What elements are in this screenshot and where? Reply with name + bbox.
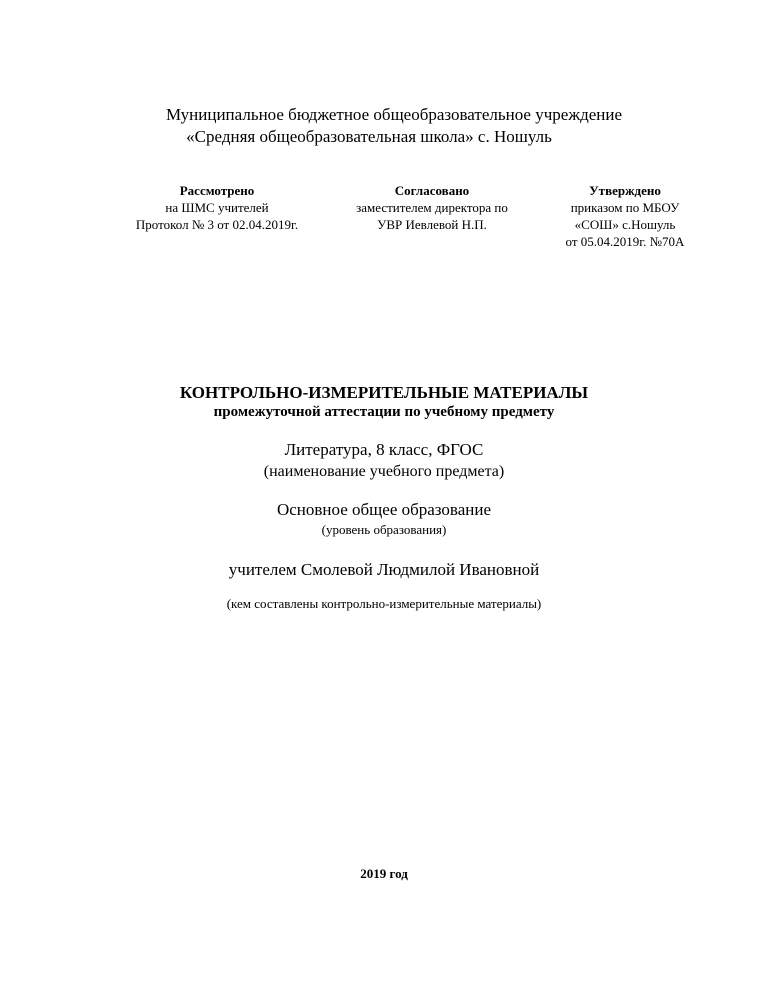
approval-approved-order: от 05.04.2019г. №70А xyxy=(565,234,685,249)
title-block xyxy=(0,383,768,613)
education-level-value: Основное общее образование xyxy=(276,500,492,519)
approval-reviewed-heading: Рассмотрено xyxy=(179,183,255,198)
author-value: учителем Смолевой Людмилой Ивановной xyxy=(228,560,540,579)
approval-reviewed-line: на ШМС учителей xyxy=(165,200,269,215)
institution-name-line2: «Средняя общеобразовательная школа» с. Ношуль xyxy=(186,127,552,146)
approval-approved xyxy=(540,182,710,250)
approval-agreed-line: заместителем директора по xyxy=(356,200,508,215)
approval-reviewed-protocol: Протокол № 3 от 02.04.2019г. xyxy=(135,217,299,232)
approval-block xyxy=(0,182,768,272)
subject-caption: (наименование учебного предмета) xyxy=(263,463,505,480)
institution-name-line1: Муниципальное бюджетное общеобразовательное учреждение xyxy=(165,105,623,124)
approval-reviewed xyxy=(112,182,322,233)
approval-approved-school: «СОШ» с.Ношуль xyxy=(574,217,676,232)
education-level-caption: (уровень образования) xyxy=(321,522,447,537)
author-caption: (кем составлены контрольно-измерительные материалы) xyxy=(226,596,542,611)
institution-header xyxy=(0,104,768,148)
approval-approved-line: приказом по МБОУ xyxy=(570,200,680,215)
approval-approved-heading: Утверждено xyxy=(589,183,661,198)
document-subtitle: промежуточной аттестации по учебному предмету xyxy=(213,404,555,420)
approval-agreed xyxy=(330,182,534,233)
approval-agreed-heading: Согласовано xyxy=(394,183,470,198)
approval-agreed-person: УВР Иевлевой Н.П. xyxy=(377,217,487,232)
subject-value: Литература, 8 класс, ФГОС xyxy=(284,440,484,459)
document-year: 2019 год xyxy=(360,866,408,881)
document-title: КОНТРОЛЬНО-ИЗМЕРИТЕЛЬНЫЕ МАТЕРИАЛЫ xyxy=(179,383,589,402)
